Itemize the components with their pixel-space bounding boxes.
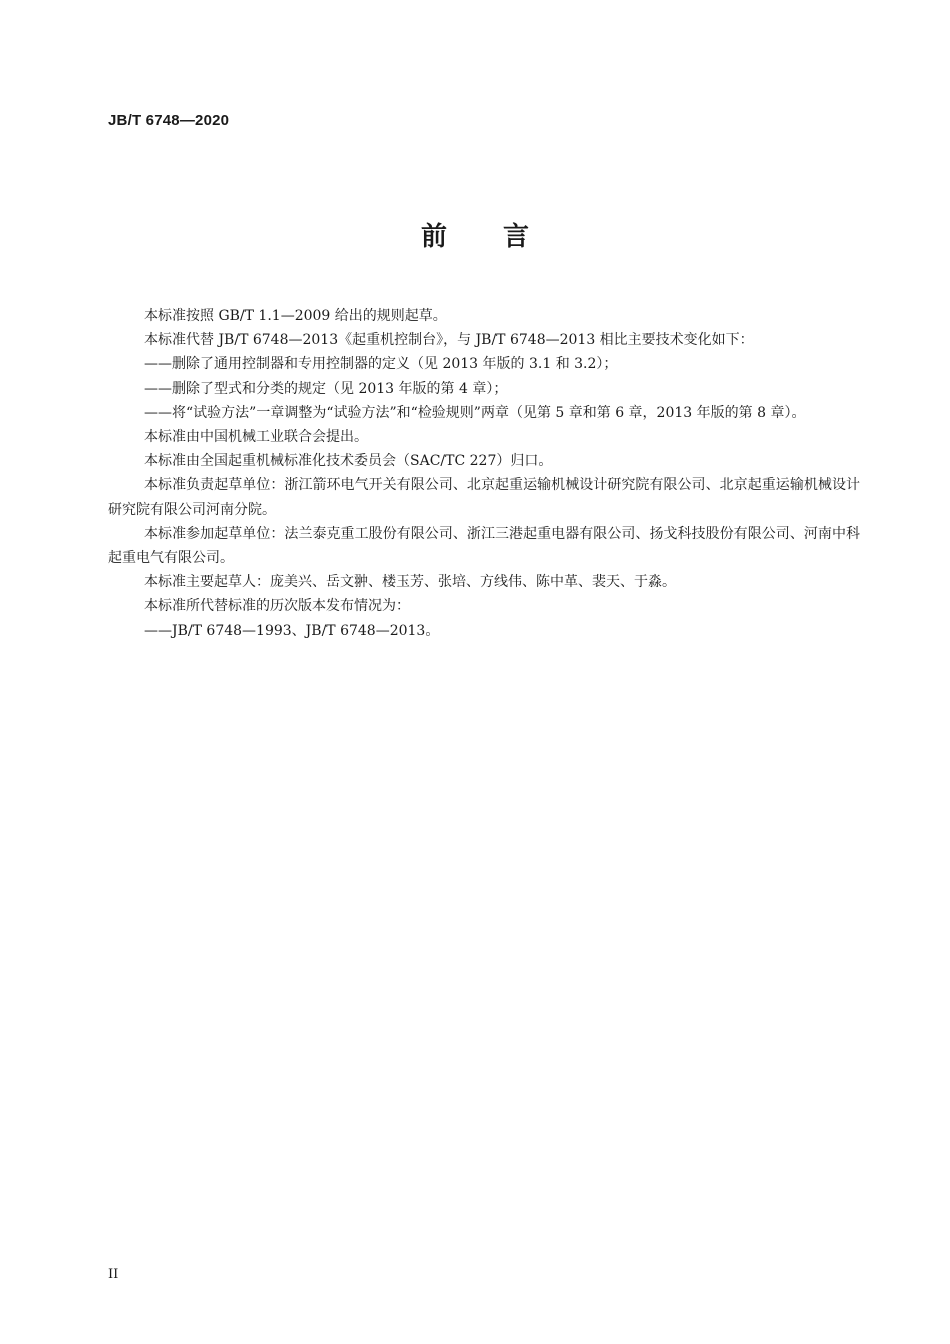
paragraph-main-drafters: 本标准主要起草人：庞美兴、岳文翀、楼玉芳、张培、方线伟、陈中革、裴天、于淼。 bbox=[144, 574, 676, 591]
title-char-1: 前 bbox=[420, 222, 447, 252]
paragraph-proposer: 本标准由中国机械工业联合会提出。 bbox=[144, 429, 368, 446]
change-item-1: ——删除了通用控制器和专用控制器的定义（见 2013 年版的 3.1 和 3.2）； bbox=[144, 356, 618, 373]
standard-code-header: JB/T 6748—2020 bbox=[108, 112, 230, 129]
change-item-3: ——将“试验方法”一章调整为“试验方法”和“检验规则”两章（见第 5 章和第 6 章，2013 年版的第 8 章）。 bbox=[144, 404, 806, 421]
paragraph-responsible-drafters: 本标准负责起草单位：浙江箭环电气开关有限公司、北京起重运输机械设计研究院有限公司、北京起重运输机械设计研究院有限公司河南分院。 bbox=[108, 477, 860, 518]
foreword-body bbox=[108, 304, 860, 643]
change-item-2: ——删除了型式和分类的规定（见 2013 年版的第 4 章）； bbox=[144, 380, 508, 397]
page-number: II bbox=[108, 1267, 119, 1282]
paragraph-drafting-rules: 本标准按照 GB/T 1.1—2009 给出的规则起草。 bbox=[144, 308, 447, 324]
paragraph-committee: 本标准由全国起重机械标准化技术委员会（SAC/TC 227）归口。 bbox=[144, 453, 553, 470]
paragraph-participating-drafters: 本标准参加起草单位：法兰泰克重工股份有限公司、浙江三港起重电器有限公司、扬戈科技股份有限公司、河南中科起重电气有限公司。 bbox=[108, 525, 860, 567]
page-title bbox=[0, 216, 950, 253]
title-char-2: 言 bbox=[503, 222, 530, 252]
paragraph-history: 本标准所代替标准的历次版本发布情况为： bbox=[144, 598, 410, 615]
paragraph-replaces: 本标准代替 JB/T 6748—2013《起重机控制台》，与 JB/T 6748—2013 相比主要技术变化如下： bbox=[144, 332, 754, 349]
history-item: ——JB/T 6748—1993、JB/T 6748—2013。 bbox=[144, 622, 440, 639]
